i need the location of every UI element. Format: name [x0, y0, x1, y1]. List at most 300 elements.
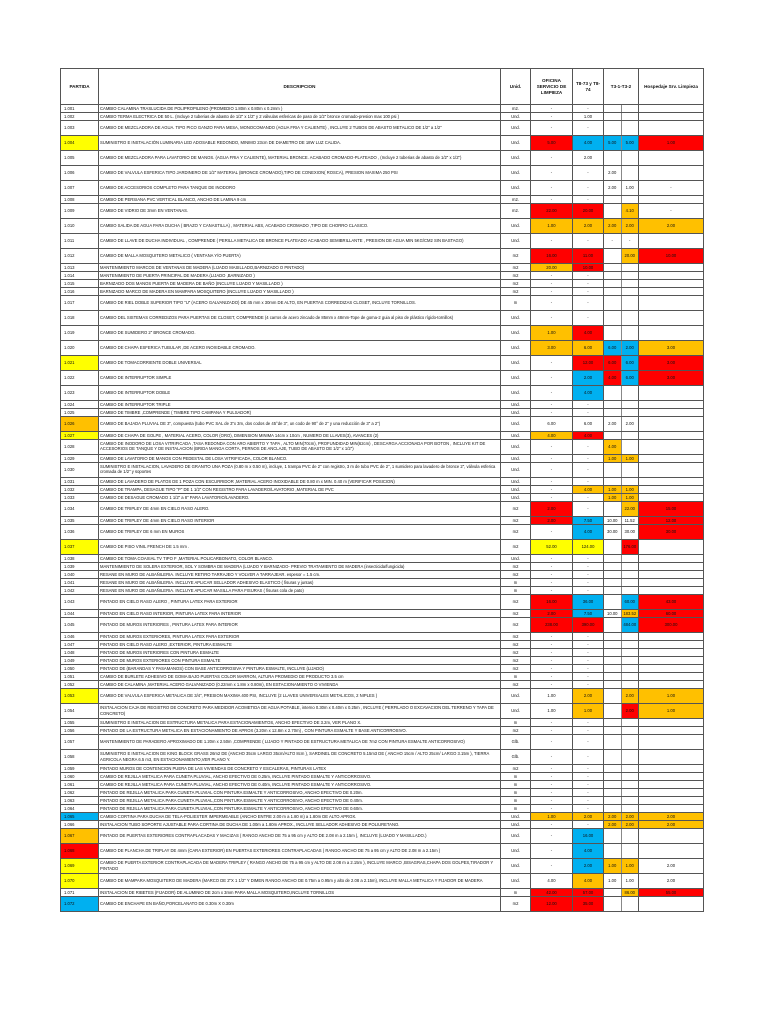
cell-t3[interactable] [604, 478, 639, 486]
cell-t8[interactable]: - [573, 797, 604, 805]
cell-t3[interactable] [604, 727, 639, 735]
cell-t3[interactable] [604, 797, 639, 805]
cell-partida[interactable]: 1.008 [61, 196, 99, 204]
cell-unid[interactable]: m2 [501, 727, 531, 735]
cell-hospedaje[interactable] [639, 727, 704, 735]
cell-t3-b[interactable] [622, 280, 639, 287]
cell-oficina[interactable]: 1.00 [531, 326, 573, 341]
cell-t3-a[interactable] [604, 571, 622, 578]
cell-t8[interactable]: 390.00 [573, 618, 604, 633]
cell-unid[interactable]: m [501, 673, 531, 681]
cell-t3-b[interactable]: 86.00 [622, 889, 639, 896]
cell-t3[interactable] [604, 750, 639, 765]
cell-t3-a[interactable]: 1.00 [604, 859, 622, 873]
cell-partida[interactable]: 1.040 [61, 571, 99, 579]
cell-oficina[interactable]: 16.00 [531, 595, 573, 610]
cell-descripcion[interactable]: CAMBIO DE PLANCHA DE TRIPLAY DE 4mm (CARA EXTERIOR) EN PUERTAS EXTERIORES CONTRAPLACADAS ( RANGO ANCHO DE 75 a 95 cm y ALTO DE 2.08 m a 2.15m ) [99, 844, 501, 859]
cell-t3-b[interactable] [622, 789, 639, 796]
cell-partida[interactable]: 1.031 [61, 478, 99, 486]
cell-partida[interactable]: 1.069 [61, 859, 99, 874]
cell-hospedaje[interactable] [639, 296, 704, 311]
cell-partida[interactable]: 1.001 [61, 105, 99, 113]
cell-t3-b[interactable] [622, 463, 639, 477]
cell-t3-a[interactable]: 2.00 [604, 821, 622, 828]
cell-partida[interactable]: 1.045 [61, 618, 99, 633]
cell-t8[interactable]: - [573, 478, 604, 486]
cell-unid[interactable]: Und. [501, 417, 531, 432]
cell-descripcion[interactable]: CAMBIO DE BURLETE ADHESIVO DE GOMA BAJO PUERTAS COLOR MARRON, ALTURA PROMEDIO DE PRODUCTO 3.5 cm [99, 673, 501, 681]
cell-t8[interactable]: 35.00 [573, 897, 604, 912]
cell-t8[interactable]: 1.00 [573, 113, 604, 121]
cell-t3-b[interactable] [622, 773, 639, 780]
cell-t3-a[interactable] [604, 555, 622, 562]
cell-hospedaje[interactable] [639, 735, 704, 750]
cell-descripcion[interactable]: MANTENIMIENTO DE PUERTA PRINCIPAL DE MADERA (LIJADO ,BARNIZADO ) [99, 272, 501, 280]
cell-hospedaje[interactable] [639, 555, 704, 563]
cell-t3-b[interactable] [622, 579, 639, 586]
cell-descripcion[interactable]: CAMBIO DE PUERTA EXTERIOR CONTRAPLACADA DE MADERA TRIPLEY ( RANGO ANCHO DE 75 a 95 cm y ALTO DE 2.08 m a 2.15m ), INCLUYE MARCO ,BISAGRAS,CHAPA DOS GOLPES,TIRADOR Y PINTADO [99, 859, 501, 874]
cell-t3-b[interactable] [622, 844, 639, 858]
cell-t8[interactable]: - [573, 727, 604, 735]
cell-partida[interactable]: 1.035 [61, 517, 99, 525]
cell-descripcion[interactable]: CAMBIO SALIDA DE AGUA PARA DUCHA ( BRAZO Y CANASTILLA) , MATERIAL ABS, ACABADO CROMADO ,TIPO DE CHORRO CLASICO. [99, 219, 501, 234]
cell-oficina[interactable]: 42.00 [531, 889, 573, 897]
cell-unid[interactable]: Und. [501, 234, 531, 249]
cell-partida[interactable]: 1.024 [61, 401, 99, 409]
header-t8[interactable]: T8-73 y T8-74 [573, 69, 604, 105]
cell-descripcion[interactable]: RESANE EN MURO DE ALBAÑILERIA. INCLUYE APLICAR SELLADOR ADHESIVO ELASTICO ( fisuras y juntas) [99, 579, 501, 587]
cell-t8[interactable]: 10.00 [573, 264, 604, 272]
cell-partida[interactable]: 1.058 [61, 750, 99, 765]
cell-t3[interactable] [604, 386, 639, 401]
cell-t3-b[interactable]: 484.00 [622, 618, 639, 632]
cell-t3-a[interactable] [604, 463, 622, 477]
cell-t3-b[interactable] [622, 673, 639, 680]
cell-t3[interactable] [604, 844, 639, 859]
cell-t3[interactable] [604, 264, 639, 272]
cell-hospedaje[interactable] [639, 579, 704, 587]
cell-t3-b[interactable] [622, 587, 639, 594]
cell-oficina[interactable]: - [531, 105, 573, 113]
cell-t8[interactable]: - [573, 401, 604, 409]
cell-hospedaje[interactable]: 300.00 [639, 618, 704, 633]
cell-t3[interactable] [604, 121, 639, 136]
cell-t3-b[interactable] [622, 681, 639, 688]
cell-oficina[interactable]: - [531, 859, 573, 874]
cell-t8[interactable]: - [573, 494, 604, 502]
cell-descripcion[interactable]: CAMBIO DE TRAMPA, DESAGUE TIPO "P" DE 1 1/2" CON REGISTRO PARA LAVADERO/LAVATORIO ,MATERIAL DE PVC [99, 486, 501, 494]
header-t3[interactable]: T3-1-T3-2 [604, 69, 639, 105]
cell-t8[interactable]: 6.00 [573, 341, 604, 356]
cell-oficina[interactable]: - [531, 196, 573, 204]
cell-descripcion[interactable]: CAMBIO DE PISO VINIL FRENCH DE 1.5 mm . [99, 540, 501, 555]
cell-t3-b[interactable] [622, 665, 639, 672]
cell-partida[interactable]: 1.032 [61, 486, 99, 494]
cell-partida[interactable]: 1.063 [61, 797, 99, 805]
cell-unid[interactable]: m [501, 889, 531, 897]
cell-t8[interactable]: 2.00 [573, 859, 604, 874]
cell-t3-a[interactable]: 5.00 [604, 136, 622, 150]
cell-t3-a[interactable] [604, 649, 622, 656]
cell-t3-a[interactable] [604, 502, 622, 516]
cell-oficina[interactable]: - [531, 571, 573, 579]
cell-oficina[interactable]: - [531, 113, 573, 121]
cell-descripcion[interactable]: INSTALACION CAJA DE REGISTRO DE CONCRETO PARA MEDIDOR ACOMETIDA DE AGUA POTABLE, interno 0.30m x 0.40m x 0.25m , INCLUYE ( PERFILADO O EXCAVACION DEL TERRENO Y TAPA DE CONCRETO) [99, 704, 501, 719]
cell-t3-a[interactable] [604, 750, 622, 764]
cell-t8[interactable]: - [573, 673, 604, 681]
cell-t3-b[interactable] [622, 288, 639, 295]
cell-unid[interactable]: Und. [501, 151, 531, 166]
cell-unid[interactable]: Und. [501, 440, 531, 455]
cell-hospedaje[interactable] [639, 196, 704, 204]
cell-t3-b[interactable] [622, 326, 639, 340]
cell-t3-b[interactable] [622, 649, 639, 656]
cell-oficina[interactable]: 4.00 [531, 874, 573, 889]
cell-t8[interactable]: - [573, 587, 604, 595]
cell-hospedaje[interactable] [639, 113, 704, 121]
cell-partida[interactable]: 1.072 [61, 897, 99, 912]
cell-descripcion[interactable]: SUMINISTRO E INSTALACION DE KING BLOCK GRASS 26m2 DE (ANCHO 35cm LARGO 35cm/ALTO 8cm ), SARDINEL DE CONCRETO 5.15m3 DE ( ANCHO 15cm / ALTO 25cm/ LARGO 3.15m ), TIERRA AGRICOLA NEGRA 6.5 m3, EN ESTACIONAMIENTO,VER PLANO Y. [99, 750, 501, 765]
cell-descripcion[interactable]: CAMBIO DE LAVATORIO DE MANOS CON PEDESTAL DE LOSA VITRIFICADA, COLOR BLANCO. [99, 455, 501, 463]
cell-partida[interactable]: 1.033 [61, 494, 99, 502]
cell-t8[interactable]: 2.00 [573, 813, 604, 821]
cell-hospedaje[interactable] [639, 641, 704, 649]
cell-unid[interactable]: m2 [501, 649, 531, 657]
cell-unid[interactable]: Und. [501, 371, 531, 386]
cell-t3[interactable] [604, 219, 639, 234]
cell-t3[interactable] [604, 136, 639, 151]
cell-t3-b[interactable]: 6.00 [622, 371, 639, 385]
cell-descripcion[interactable]: SUMINISTRO E INSTALACIÓN LUMINARIA LED ADOSABLE REDONDO, MINIMO 23cm DE DIAMETRO DE 18W LUZ CALIDA. [99, 136, 501, 151]
cell-descripcion[interactable]: PINTADO EN CIELO RASO ALERO , PINTURA LATEX PARA EXTERIOR [99, 595, 501, 610]
cell-unid[interactable]: m2 [501, 665, 531, 673]
cell-oficina[interactable]: - [531, 151, 573, 166]
cell-t3-b[interactable]: 2.00 [622, 219, 639, 233]
cell-t8[interactable]: 7.50 [573, 517, 604, 525]
cell-unid[interactable]: m [501, 587, 531, 595]
cell-hospedaje[interactable] [639, 409, 704, 417]
cell-t8[interactable]: 16.00 [573, 829, 604, 844]
cell-partida[interactable]: 1.030 [61, 463, 99, 478]
cell-t3-a[interactable]: 1.00 [604, 455, 622, 462]
cell-oficina[interactable]: 1.00 [531, 813, 573, 821]
cell-t3-a[interactable] [604, 789, 622, 796]
cell-t8[interactable]: 4.00 [573, 486, 604, 494]
cell-hospedaje[interactable] [639, 272, 704, 280]
cell-partida[interactable]: 1.006 [61, 166, 99, 181]
cell-t8[interactable]: - [573, 455, 604, 463]
cell-t3-a[interactable] [604, 151, 622, 165]
cell-partida[interactable]: 1.065 [61, 813, 99, 821]
cell-descripcion[interactable]: CAMBIO CORTINA PARA DUCHA DE TELA-POLIESTER IMPERMEABLE (ANCHO ENTRE 2.00 m a 1.80 m) a 1.80m DE ALTO APROX. [99, 813, 501, 821]
cell-hospedaje[interactable]: 3.00 [639, 356, 704, 371]
cell-t3-b[interactable] [622, 401, 639, 408]
cell-oficina[interactable]: - [531, 121, 573, 136]
cell-oficina[interactable]: - [531, 486, 573, 494]
cell-unid[interactable]: Glb. [501, 735, 531, 750]
cell-t8[interactable]: - [573, 641, 604, 649]
cell-partida[interactable]: 1.012 [61, 249, 99, 264]
cell-partida[interactable]: 1.066 [61, 821, 99, 829]
cell-t3[interactable] [604, 618, 639, 633]
cell-t3-b[interactable]: 176.00 [622, 540, 639, 554]
cell-unid[interactable]: m2 [501, 657, 531, 665]
cell-oficina[interactable]: 22.00 [531, 204, 573, 219]
cell-oficina[interactable]: - [531, 166, 573, 181]
cell-t3-b[interactable]: 20.00 [622, 249, 639, 263]
cell-unid[interactable]: m2 [501, 272, 531, 280]
cell-t3-a[interactable] [604, 897, 622, 911]
cell-t3[interactable] [604, 821, 639, 829]
cell-t3[interactable] [604, 859, 639, 874]
cell-unid[interactable]: Und. [501, 555, 531, 563]
cell-oficina[interactable]: - [531, 821, 573, 829]
cell-hospedaje[interactable]: 3.00 [639, 341, 704, 356]
cell-descripcion[interactable]: PINTADO DE MUROS EXTERIORES, PINTURA LATEX PARA EXTERIOR [99, 633, 501, 641]
cell-t8[interactable]: - [573, 288, 604, 296]
cell-t3-a[interactable] [604, 311, 622, 325]
cell-t3-b[interactable]: 6.00 [622, 356, 639, 370]
cell-hospedaje[interactable]: 10.00 [639, 249, 704, 264]
cell-hospedaje[interactable]: 2.00 [639, 874, 704, 889]
cell-t8[interactable]: - [573, 750, 604, 765]
cell-t8[interactable]: 4.00 [573, 136, 604, 151]
cell-t3-a[interactable] [604, 735, 622, 749]
cell-unid[interactable]: m2 [501, 517, 531, 525]
cell-hospedaje[interactable] [639, 280, 704, 288]
cell-t8[interactable]: 20.00 [573, 204, 604, 219]
cell-oficina[interactable]: 12.00 [531, 897, 573, 912]
cell-unid[interactable]: Und. [501, 401, 531, 409]
cell-t3-b[interactable]: 1.00 [622, 494, 639, 501]
cell-t8[interactable]: 2.00 [573, 371, 604, 386]
cell-t3-a[interactable] [604, 805, 622, 812]
cell-unid[interactable]: m [501, 579, 531, 587]
cell-t8[interactable]: 1.00 [573, 704, 604, 719]
cell-descripcion[interactable]: CAMBIO DE CHAPA DE GOLPE , MATERIAL ACERO, COLOR (ORO), DIMENSION MINIMA 14cm x 10cm , NUMERO DE LLAVES(3), AVANCES (2) [99, 432, 501, 440]
cell-hospedaje[interactable] [639, 326, 704, 341]
cell-t3[interactable] [604, 181, 639, 196]
cell-unid[interactable]: m2 [501, 502, 531, 517]
cell-t3-b[interactable]: 2.00 [622, 813, 639, 820]
cell-hospedaje[interactable]: 60.00 [639, 610, 704, 618]
cell-t3-b[interactable]: 30.00 [624, 529, 635, 534]
cell-hospedaje[interactable] [639, 311, 704, 326]
cell-descripcion[interactable]: BARNIZADO DOS MANOS PUERTA DE MADERA DE BAÑO (INCLUYE LIJADO Y MASILLADO ) [99, 280, 501, 288]
cell-t8[interactable]: - [573, 649, 604, 657]
cell-t3-a[interactable] [604, 665, 622, 672]
cell-t8[interactable]: - [573, 665, 604, 673]
cell-oficina[interactable]: 4.00 [531, 432, 573, 440]
cell-descripcion[interactable]: CAMBIO DE TIMBRE ,COMPRENDE ( TIMBRE TIPO CAMPANA Y PULSADOR) [99, 409, 501, 417]
cell-unid[interactable]: Und. [501, 859, 531, 874]
cell-t3-b[interactable]: 1.00 [622, 455, 639, 462]
cell-unid[interactable]: m [501, 789, 531, 797]
cell-t3-b[interactable] [622, 735, 639, 749]
cell-hospedaje[interactable] [639, 440, 704, 455]
cell-hospedaje[interactable] [639, 750, 704, 765]
cell-t3-b[interactable] [622, 409, 639, 416]
cell-descripcion[interactable]: RESANE EN MURO DE ALBAÑILERIA. INCLUYE APLICAR MASILLA PARA FISURAS ( fisuras cola de pato) [99, 587, 501, 595]
cell-partida[interactable]: 1.022 [61, 371, 99, 386]
cell-hospedaje[interactable] [639, 151, 704, 166]
cell-t3-b[interactable] [622, 264, 639, 271]
cell-oficina[interactable]: - [531, 735, 573, 750]
cell-t3-a[interactable] [604, 618, 622, 632]
cell-t3[interactable] [604, 633, 639, 641]
cell-hospedaje[interactable]: 15.00 [639, 502, 704, 517]
cell-descripcion[interactable]: PINTADO MUROS DE CONTENCION PUERA DE LAS VIVIENDAS DE CONCRETO Y ESCALERAS, PINTURAS LATEX [99, 765, 501, 773]
cell-t3-a[interactable] [604, 727, 622, 734]
cell-oficina[interactable]: - [531, 579, 573, 587]
cell-unid[interactable]: m [501, 805, 531, 813]
cell-oficina[interactable]: - [531, 371, 573, 386]
cell-descripcion[interactable]: PINTADO DE MUROS EXTERIORES CON PINTURA ESMALTE [99, 657, 501, 665]
cell-descripcion[interactable]: CAMBIO DE MALLA MOSQUITERO METALICO ( VENTANA Y/O PUERTA) [99, 249, 501, 264]
cell-t3[interactable] [604, 673, 639, 681]
cell-t3-a[interactable] [604, 264, 622, 271]
cell-t3[interactable] [604, 525, 639, 540]
cell-t8[interactable]: - [573, 633, 604, 641]
cell-unid[interactable]: Und. [501, 409, 531, 417]
cell-descripcion[interactable]: CAMBIO DE PERSIANA PVC VERTICAL BLANCO, ANCHO DE LAMINA 9 cm [99, 196, 501, 204]
cell-t3-b[interactable]: 2.00 [622, 341, 639, 355]
cell-t8[interactable]: 12.00 [573, 356, 604, 371]
cell-t3-a[interactable] [604, 326, 622, 340]
cell-t8[interactable]: 36.00 [573, 595, 604, 610]
cell-t3-a[interactable] [604, 889, 622, 896]
cell-oficina[interactable]: - [531, 781, 573, 789]
cell-t3-a[interactable]: 2.00 [604, 813, 622, 820]
cell-oficina[interactable]: - [531, 805, 573, 813]
cell-t3-a[interactable] [604, 272, 622, 279]
cell-t3[interactable] [604, 595, 639, 610]
cell-descripcion[interactable]: CAMBIO DE TOMA COAXIAL TV TIPO F ,MATERIAL POLICARBONATO, COLOR BLANCO. [99, 555, 501, 563]
cell-partida[interactable]: 1.048 [61, 649, 99, 657]
cell-t3-a[interactable]: 1.00 [604, 874, 622, 888]
cell-unid[interactable]: Und. [501, 689, 531, 704]
header-unid[interactable]: Unid. [501, 69, 531, 105]
cell-partida[interactable]: 1.028 [61, 440, 99, 455]
cell-t3-a[interactable] [604, 633, 622, 640]
cell-t3-a[interactable] [604, 386, 622, 400]
cell-t3[interactable] [604, 813, 639, 821]
cell-t3-a[interactable] [604, 765, 622, 772]
cell-oficina[interactable]: - [531, 641, 573, 649]
cell-t3-b[interactable]: 2.00 [622, 704, 639, 718]
cell-t8[interactable]: - [573, 181, 604, 196]
cell-t3[interactable] [604, 897, 639, 912]
cell-unid[interactable]: m2 [501, 618, 531, 633]
cell-descripcion[interactable]: PINTADO EN CIELO RASO INTERIOR, PINTURA LATEX PARA INTERIOR [99, 610, 501, 618]
cell-t3-a[interactable] [604, 773, 622, 780]
cell-t3[interactable] [604, 311, 639, 326]
cell-descripcion[interactable]: CAMBIO DE INTERRUPTOR TRIPLE [99, 401, 501, 409]
cell-partida[interactable]: 1.044 [61, 610, 99, 618]
cell-t3-a[interactable] [604, 121, 622, 135]
cell-unid[interactable]: m2 [501, 249, 531, 264]
cell-unid[interactable]: Und. [501, 356, 531, 371]
cell-descripcion[interactable]: CAMBIO DE CHAPA ESFERICA TUBULAR ,DE ACERO INOXIDABLE CROMADO. [99, 341, 501, 356]
cell-partida[interactable]: 1.027 [61, 432, 99, 440]
cell-t3-b[interactable] [622, 555, 639, 562]
cell-t3-a[interactable] [604, 563, 622, 570]
cell-t3-a[interactable] [604, 657, 622, 664]
cell-t3-b[interactable] [622, 478, 639, 485]
cell-t8[interactable]: - [573, 773, 604, 781]
cell-t3[interactable] [604, 234, 639, 249]
cell-t3-b[interactable]: 60.00 [622, 595, 639, 609]
cell-oficina[interactable]: 2.00 [531, 610, 573, 618]
cell-oficina[interactable]: - [531, 789, 573, 797]
cell-oficina[interactable]: - [531, 657, 573, 665]
cell-t3[interactable] [604, 665, 639, 673]
cell-unid[interactable]: m2 [501, 563, 531, 571]
cell-t8[interactable]: - [573, 502, 604, 517]
cell-hospedaje[interactable] [639, 789, 704, 797]
cell-descripcion[interactable]: CAMBIO DE ACCESORIOS COMPLETO PARA TANQUE DE INODORO [99, 181, 501, 196]
cell-unid[interactable]: m2 [501, 897, 531, 912]
cell-t3-b[interactable]: 1.00 [625, 185, 634, 190]
cell-t8[interactable]: - [573, 440, 604, 455]
cell-partida[interactable]: 1.057 [61, 735, 99, 750]
cell-unid[interactable]: Und. [501, 326, 531, 341]
cell-t3[interactable] [604, 249, 639, 264]
cell-unid[interactable]: Und. [501, 463, 531, 478]
cell-t8[interactable]: - [573, 166, 604, 181]
cell-t8[interactable]: - [573, 821, 604, 829]
cell-t3[interactable] [604, 540, 639, 555]
cell-partida[interactable]: 1.039 [61, 563, 99, 571]
cell-unid[interactable]: m [501, 719, 531, 727]
cell-t8[interactable]: 11.00 [573, 249, 604, 264]
cell-t3-b[interactable] [622, 641, 639, 648]
cell-t3-b[interactable] [622, 719, 639, 726]
cell-partida[interactable]: 1.050 [61, 665, 99, 673]
cell-t3[interactable] [604, 889, 639, 897]
cell-t3[interactable] [604, 280, 639, 288]
cell-unid[interactable]: Und. [501, 821, 531, 829]
cell-hospedaje[interactable] [639, 781, 704, 789]
cell-hospedaje[interactable] [639, 455, 704, 463]
cell-hospedaje[interactable] [639, 897, 704, 912]
cell-descripcion[interactable]: PINTADO DE MUROS INTERIORES , PINTURA LATEX PARA INTERIOR [99, 618, 501, 633]
cell-t8[interactable]: 4.00 [573, 386, 604, 401]
cell-partida[interactable]: 1.053 [61, 689, 99, 704]
cell-hospedaje[interactable] [639, 805, 704, 813]
cell-t3-a[interactable] [604, 579, 622, 586]
cell-partida[interactable]: 1.018 [61, 311, 99, 326]
cell-t8[interactable]: 6.00 [573, 417, 604, 432]
cell-t3[interactable] [604, 455, 639, 463]
cell-t3-a[interactable] [604, 113, 622, 120]
cell-unid[interactable]: Und. [501, 113, 531, 121]
cell-t8[interactable]: 2.00 [573, 219, 604, 234]
cell-t3[interactable] [604, 494, 639, 502]
cell-hospedaje[interactable]: 2.00 [639, 219, 704, 234]
cell-t3-a[interactable]: - [604, 234, 622, 248]
cell-hospedaje[interactable]: 2.00 [639, 821, 704, 829]
cell-hospedaje[interactable] [639, 829, 704, 844]
cell-oficina[interactable]: - [531, 673, 573, 681]
cell-t8[interactable]: - [573, 781, 604, 789]
cell-partida[interactable]: 1.017 [61, 296, 99, 311]
cell-t8[interactable]: 7.50 [573, 610, 604, 618]
cell-partida[interactable]: 1.010 [61, 219, 99, 234]
cell-unid[interactable]: m2 [501, 571, 531, 579]
cell-descripcion[interactable]: PINTADO DE PUERTAS EXTERIORES CONTRAPLACADAS Y MACIZAS ( RANGO ANCHO DE 75 a 95 cm y ALTO DE 2.08 m a 2.15m ), INCLUYE (LIJADO Y MASILLADO.) [99, 829, 501, 844]
cell-t3-a[interactable] [604, 797, 622, 804]
